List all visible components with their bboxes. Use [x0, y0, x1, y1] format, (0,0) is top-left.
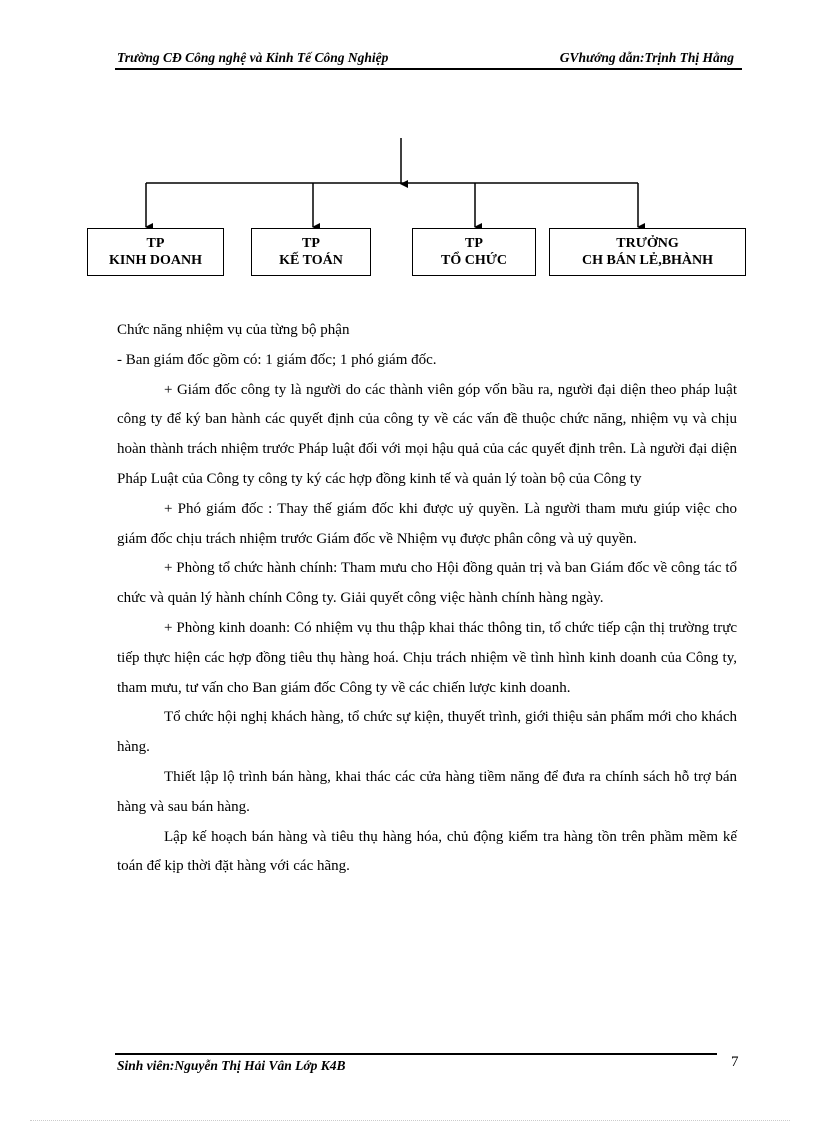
paragraph-lo-trinh: Thiết lập lộ trình bán hàng, khai thác các cửa hàng tiềm năng để đưa ra chính sách hỗ trợ bán hàng và sau bán hàng. — [117, 768, 737, 815]
org-box-line2: TỔ CHỨC — [441, 253, 507, 268]
org-box-kinh-doanh — [87, 228, 224, 276]
header-instructor: GVhướng dẫn:Trịnh Thị Hằng — [559, 50, 734, 65]
paragraph-kinh-doanh: + Phòng kinh doanh: Có nhiệm vụ thu thập khai thác thông tin, tổ chức tiếp cận thị trường trực tiếp thực hiện các hợp đồng tiêu thụ hàng hoá. Chịu trách nhiệm về tình hình kinh doanh của Công ty, tham mưu, tư vấn cho Ban giám đốc Công ty về các chiến lược kinh doanh. — [117, 619, 737, 696]
header-school: Trường CĐ Công nghệ và Kinh Tế Công Nghiệp — [117, 50, 389, 65]
org-box-truong-ch — [549, 228, 746, 276]
org-box-line1: TRƯỞNG — [616, 236, 679, 251]
paragraph-giam-doc: + Giám đốc công ty là người do các thành viên góp vốn bầu ra, người đại diện theo pháp luật công ty để ký ban hành các quyết định của công ty về các vấn đề thuộc chức năng, nhiệm vụ và chịu hoàn thành trách nhiệm trước Pháp luật đối với mọi hậu quả của các quyết định trên. Là người đại diện Pháp Luật của Công ty công ty ký các hợp đồng kinh tế và quản lý toàn bộ của Công ty — [117, 381, 737, 487]
page-number: 7 — [731, 1054, 739, 1070]
paragraph-to-chuc: + Phòng tổ chức hành chính: Tham mưu cho Hội đồng quản trị và ban Giám đốc về công tác tổ chức và quản lý hành chính Công ty. Giải quyết công việc hành chính hàng ngày. — [117, 560, 737, 607]
org-box-line1: TP — [146, 236, 165, 251]
org-box-line2: KẾ TOÁN — [279, 253, 343, 268]
org-box-line2: KINH DOANH — [109, 253, 202, 268]
org-box-to-chuc — [412, 228, 536, 276]
paragraph-hoi-nghi: Tổ chức hội nghị khách hàng, tổ chức sự kiện, thuyết trình, giới thiệu sản phẩm mới cho khách hàng. — [117, 709, 737, 756]
footer-student: Sinh viên:Nguyễn Thị Hải Vân Lớp K4B — [117, 1058, 346, 1073]
org-box-ke-toan — [251, 228, 371, 276]
paragraph-ke-hoach: Lập kế hoạch bán hàng và tiêu thụ hàng hóa, chủ động kiểm tra hàng tồn trên phầm mềm kế toán để kịp thời đặt hàng với các hãng. — [117, 828, 737, 875]
org-box-line1: TP — [302, 236, 320, 251]
paragraph-ban-giam-doc: - Ban giám đốc gồm có: 1 giám đốc; 1 phó giám đốc. — [117, 351, 437, 368]
paragraph-pho-giam-doc: + Phó giám đốc : Thay thế giám đốc khi được uỷ quyền. Là người tham mưu giúp việc cho giám đốc chịu trách nhiệm trước Giám đốc về Nhiệm vụ được phân công và uỷ quyền. — [117, 500, 737, 547]
body-text — [117, 316, 737, 882]
org-box-line2: CH BÁN LẺ,BHÀNH — [581, 253, 714, 268]
page-bottom-dots — [30, 1120, 790, 1121]
paragraph-heading: Chức năng nhiệm vụ của từng bộ phận — [117, 322, 350, 338]
footer-rule — [115, 1053, 717, 1055]
org-box-line1: TP — [465, 236, 483, 251]
